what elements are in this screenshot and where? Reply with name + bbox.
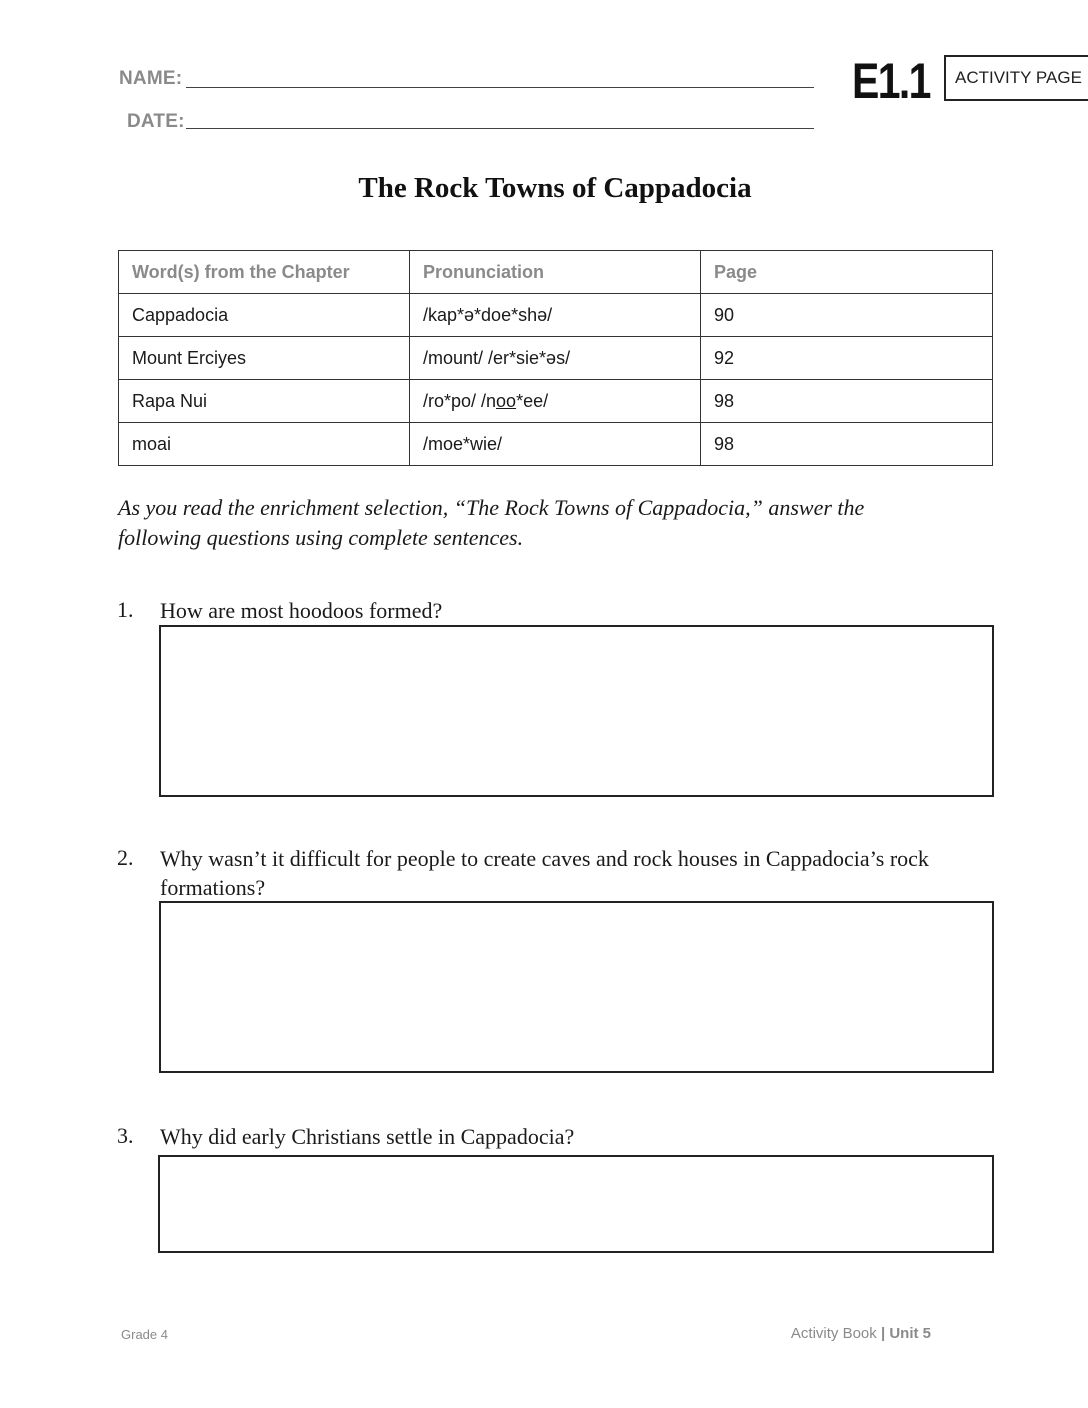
column-header-word: Word(s) from the Chapter [119,251,410,294]
column-header-pronunciation: Pronunciation [410,251,701,294]
word-cell: Rapa Nui [119,380,410,423]
question-text: Why wasn’t it difficult for people to create caves and rock houses in Cappadocia’s rock formations? [160,846,929,900]
table-row [119,423,993,466]
date-label: DATE: [127,111,185,132]
footer-book-unit [700,1325,931,1342]
footer-separator: | [880,1325,886,1342]
date-field[interactable] [186,128,814,129]
footer-unit: Unit 5 [889,1325,931,1342]
activity-code: E1.1 [852,53,930,109]
word-cell: Cappadocia [119,294,410,337]
pronunciation-underlined-part: oo [496,390,517,411]
page-title: The Rock Towns of Cappadocia [358,172,752,204]
table-header-row [119,251,993,294]
table-row [119,294,993,337]
answer-box-1[interactable] [159,625,994,797]
instructions-text: As you read the enrichment selection, “The Rock Towns of Cappadocia,” answer the following questions using complete sentences. [118,495,865,550]
question-text: How are most hoodoos formed? [160,598,443,623]
table-row [119,337,993,380]
pronunciation-cell: /moe*wie/ [410,423,701,466]
answer-box-2[interactable] [159,901,994,1073]
question-number: 2. [117,845,134,870]
question-number: 3. [117,1123,134,1148]
table-row [119,380,993,423]
page-cell: 98 [701,423,993,466]
column-header-page: Page [701,251,993,294]
name-field[interactable] [186,87,814,88]
question-text: Why did early Christians settle in Cappadocia? [160,1124,575,1149]
page-cell: 92 [701,337,993,380]
vocabulary-table [118,250,993,466]
pronunciation-cell: /kap*ə*doe*shə/ [410,294,701,337]
question-number: 1. [117,597,134,622]
pronunciation-cell [410,380,701,423]
pronunciation-part: /ro*po/ /n [423,390,497,411]
word-cell: Mount Erciyes [119,337,410,380]
page-cell: 98 [701,380,993,423]
word-cell: moai [119,423,410,466]
footer-grade: Grade 4 [121,1327,168,1342]
pronunciation-cell: /mount/ /er*sie*əs/ [410,337,701,380]
name-label: NAME: [119,68,183,89]
answer-box-3[interactable] [158,1155,994,1253]
footer-book: Activity Book [790,1325,877,1342]
page-cell: 90 [701,294,993,337]
pronunciation-part: *ee/ [516,390,549,411]
activity-page-tag: ACTIVITY PAGE [944,55,1088,101]
